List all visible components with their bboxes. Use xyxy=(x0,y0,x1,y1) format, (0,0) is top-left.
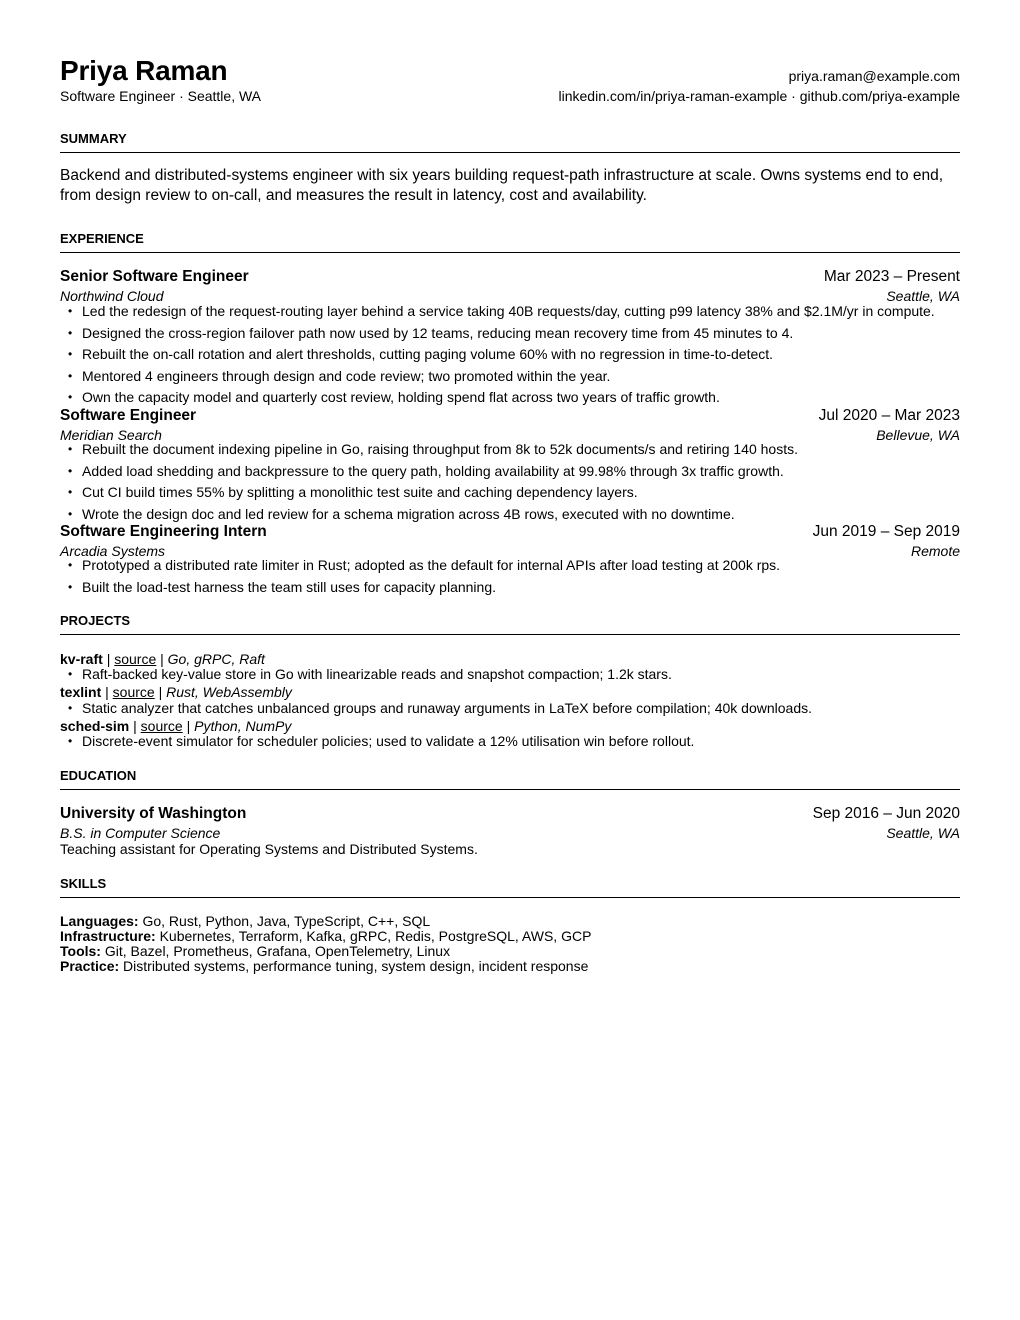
experience-bullet: • Added load shedding and backpressure to the query path, holding availability at 99.98% through 3x traffic growth. xyxy=(60,463,960,485)
experience-bullet: • Rebuilt the document indexing pipeline in Go, raising throughput from 8k to 52k documents/s and retiring 140 hosts. xyxy=(60,441,960,463)
experience-bullet: • Led the redesign of the request-routing layer behind a service taking 40B requests/day, cutting p99 latency 38% and $2.1M/yr in compute. xyxy=(60,303,960,325)
section-heading-summary: SUMMARY xyxy=(60,131,960,153)
job-location: Remote xyxy=(910,543,960,559)
project-tech: Go, gRPC, Raft xyxy=(167,651,265,667)
experience-bullet: • Built the load-test harness the team still uses for capacity planning. xyxy=(60,579,960,601)
summary-text: Backend and distributed-systems engineer with six years building request-path infrastructure at scale. Owns systems end to end, from design review to on-call, and measures the result in latency, cost and availability. xyxy=(60,167,944,204)
candidate-name: Priya Raman xyxy=(60,55,228,86)
experience-bullet: • Cut CI build times 55% by splitting a monolithic test suite and caching dependency layers. xyxy=(60,484,960,506)
skill-category: Infrastructure: xyxy=(60,928,156,944)
separator: | xyxy=(106,651,111,667)
experience-bullet: • Mentored 4 engineers through design and code review; two promoted within the year. xyxy=(60,368,960,390)
project-header xyxy=(60,684,960,700)
project-source-link[interactable]: source xyxy=(140,718,183,734)
project-description: • Discrete-event simulator for scheduler policies; used to validate a 12% utilisation win before rollout. xyxy=(60,733,960,749)
skill-row xyxy=(60,959,960,974)
project-source-link[interactable]: source xyxy=(112,684,155,700)
project-name: texlint xyxy=(60,684,102,700)
contact-email[interactable]: priya.raman@example.com xyxy=(788,68,960,84)
job-company: Meridian Search xyxy=(60,427,162,443)
project-name: sched-sim xyxy=(60,718,130,734)
job-location: Bellevue, WA xyxy=(876,427,960,443)
job-location: Seattle, WA xyxy=(886,288,960,304)
skill-items: Git, Bazel, Prometheus, Grafana, OpenTelemetry, Linux xyxy=(104,943,451,959)
job-company: Arcadia Systems xyxy=(60,543,166,559)
separator: | xyxy=(133,718,137,734)
project-source-link[interactable]: source xyxy=(114,651,157,667)
skill-items: Kubernetes, Terraform, Kafka, gRPC, Redis, PostgreSQL, AWS, GCP xyxy=(159,928,592,944)
experience-bullets xyxy=(60,441,960,527)
degree: B.S. in Computer Science xyxy=(60,825,221,841)
project-tech: Python, NumPy xyxy=(194,718,292,734)
candidate-tagline: Software Engineer · Seattle, WA xyxy=(60,88,262,104)
project-description: • Static analyzer that catches unbalanced groups and runaway arguments in LaTeX before compilation; 40k downloads. xyxy=(60,700,960,716)
separator: | xyxy=(158,684,163,700)
job-dates: Jun 2019 – Sep 2019 xyxy=(812,523,960,540)
project-tech: Rust, WebAssembly xyxy=(166,684,292,700)
education-note: Teaching assistant for Operating Systems and Distributed Systems. xyxy=(60,841,478,857)
job-title: Software Engineering Intern xyxy=(60,523,267,540)
section-heading-projects: PROJECTS xyxy=(60,613,960,635)
experience-bullet: • Designed the cross-region failover path now used by 12 teams, reducing mean recovery time from 45 minutes to 4. xyxy=(60,325,960,347)
skill-row xyxy=(60,944,960,959)
separator: | xyxy=(105,684,109,700)
section-heading-experience: EXPERIENCE xyxy=(60,231,960,253)
experience-bullet: • Rebuilt the on-call rotation and alert thresholds, cutting paging volume 60% with no regression in time-to-detect. xyxy=(60,346,960,368)
skill-items: Go, Rust, Python, Java, TypeScript, C++, SQL xyxy=(142,913,431,929)
separator: | xyxy=(160,651,164,667)
section-heading-education: EDUCATION xyxy=(60,768,960,790)
experience-bullet: • Prototyped a distributed rate limiter in Rust; adopted as the default for internal APIs after load testing at 200k rps. xyxy=(60,557,960,579)
project-header xyxy=(60,651,960,667)
job-title: Senior Software Engineer xyxy=(60,268,249,285)
section-heading-skills: SKILLS xyxy=(60,876,960,898)
skill-items: Distributed systems, performance tuning, system design, incident response xyxy=(123,958,589,974)
project-header xyxy=(60,718,960,734)
job-company: Northwind Cloud xyxy=(60,288,164,304)
contact-links[interactable]: linkedin.com/in/priya-raman-example · github.com/priya-example xyxy=(558,88,960,104)
skill-category: Tools: xyxy=(60,943,101,959)
education-dates: Sep 2016 – Jun 2020 xyxy=(812,805,960,822)
project-name: kv-raft xyxy=(60,651,103,667)
skills-list xyxy=(60,914,960,974)
job-dates: Mar 2023 – Present xyxy=(823,268,960,285)
resume-header xyxy=(60,54,960,110)
skill-category: Languages: xyxy=(60,913,139,929)
education-location: Seattle, WA xyxy=(886,825,960,841)
experience-bullet: • Own the capacity model and quarterly cost review, holding spend flat across two years of traffic growth. xyxy=(60,389,960,411)
school-name: University of Washington xyxy=(60,805,247,822)
job-title: Software Engineer xyxy=(60,407,197,424)
experience-bullets xyxy=(60,557,960,600)
skill-row xyxy=(60,914,960,929)
skill-row xyxy=(60,929,960,944)
separator: | xyxy=(186,718,191,734)
skill-category: Practice: xyxy=(60,958,120,974)
job-dates: Jul 2020 – Mar 2023 xyxy=(818,407,960,424)
project-description: • Raft-backed key-value store in Go with linearizable reads and snapshot compaction; 1.2k stars. xyxy=(60,666,960,682)
experience-bullets xyxy=(60,303,960,411)
experience-bullet: • Wrote the design doc and led review for a schema migration across 4B rows, executed with no downtime. xyxy=(60,506,960,528)
